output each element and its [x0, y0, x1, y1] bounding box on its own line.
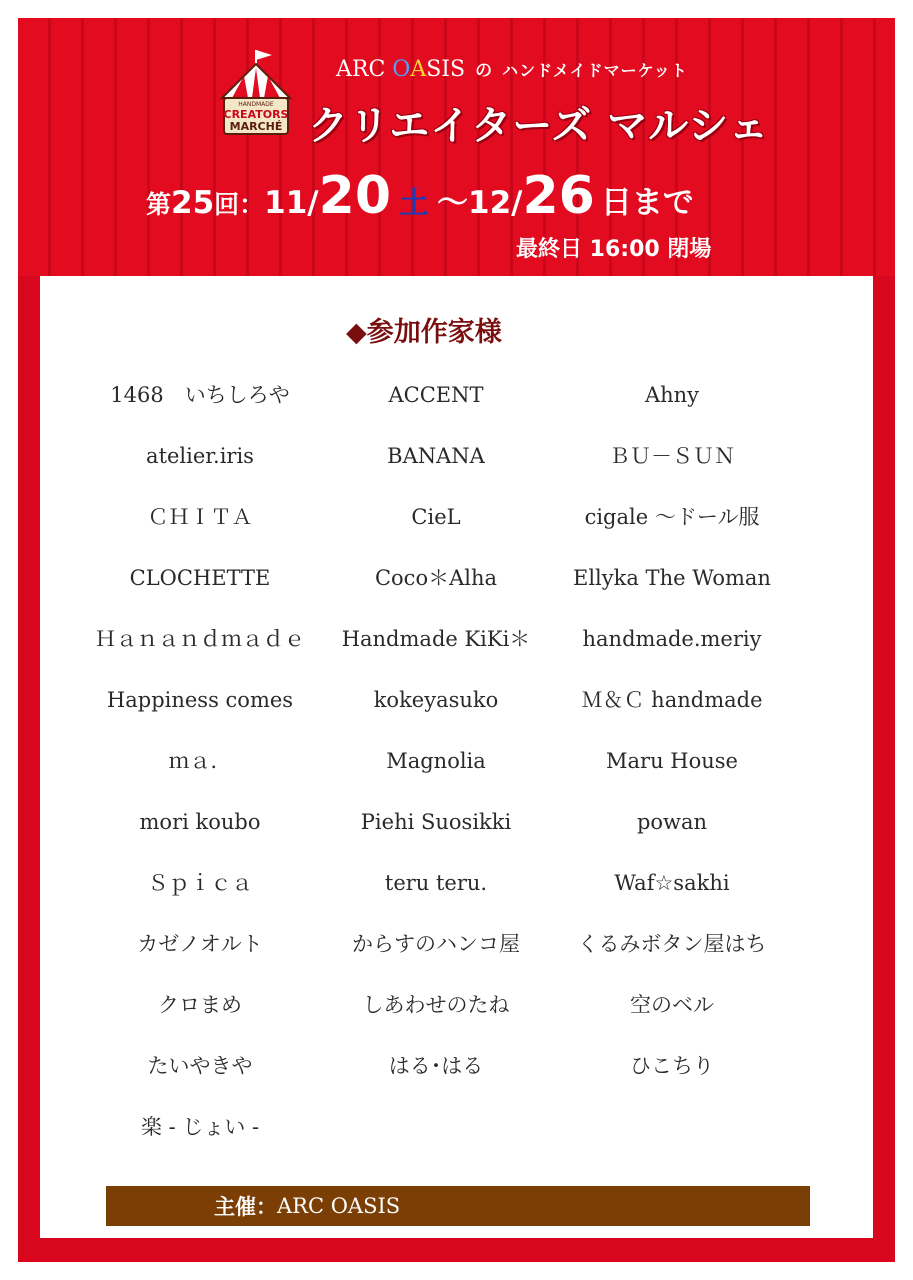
participant-name: ｍａ．: [168, 749, 232, 773]
end-day: 26: [522, 166, 595, 226]
participant-name: CLOCHETTE: [129, 566, 271, 590]
participant-name: Ellyka The Woman: [573, 566, 771, 590]
participant-name: Happiness comes: [106, 688, 294, 712]
event-title: クリエイターズ マルシェ: [308, 103, 770, 149]
participant-name: Waf☆sakhi: [614, 871, 730, 895]
participant-name: 楽 - じょい -: [140, 1115, 260, 1139]
edition-number: 25: [171, 185, 215, 221]
start-month: 11/: [264, 185, 319, 221]
brand-name: ARC OASIS: [336, 57, 466, 82]
participant-name: 1468 いちしろや: [110, 383, 290, 407]
participant-name: Maru House: [606, 749, 738, 773]
participant-name: Ahny: [644, 383, 700, 407]
participant-name: CieL: [411, 505, 461, 529]
end-month: 12/: [468, 185, 523, 221]
participant-name: からすのハンコ屋: [352, 932, 520, 956]
sub-title: [336, 56, 688, 90]
event-dates: 第 25 回： 11/ 20 土 ～ 12/ 26 日まで: [146, 166, 694, 226]
organizer-label: 主催：: [214, 1195, 277, 1219]
participant-name: cigale ～ドール服: [584, 505, 760, 529]
participant-name: mori koubo: [139, 810, 261, 834]
poster-frame: [18, 18, 895, 1262]
logo-line1: HANDMADE: [238, 101, 274, 108]
organizer-name: ARC OASIS: [277, 1194, 401, 1218]
participant-name: kokeyasuko: [373, 688, 499, 712]
participant-name: handmade.meriy: [582, 627, 762, 651]
closing-note: 最終日 16:00 閉場: [516, 237, 712, 262]
organizer-bar: [106, 1186, 810, 1226]
participants-panel: [40, 276, 873, 1238]
participant-name: 空のベル: [630, 993, 714, 1017]
participant-name: くるみボタン屋はち: [577, 932, 767, 956]
end-suffix: 日まで: [600, 185, 694, 221]
participant-name: powan: [636, 810, 708, 834]
participant-name: Ｍ＆Ｃ handmade: [581, 688, 763, 712]
participant-name: しあわせのたね: [362, 993, 510, 1017]
particle: の: [475, 61, 493, 81]
participant-name: たいやきや: [147, 1054, 253, 1078]
start-weekday: 土: [399, 186, 430, 221]
creators-marche-logo-icon: [218, 46, 294, 138]
market-label: ハンドメイドマーケット: [502, 61, 688, 80]
participant-name: ACCENT: [388, 383, 484, 407]
participant-name: クロまめ: [158, 993, 242, 1017]
start-day: 20: [318, 166, 392, 226]
participant-name: BANANA: [387, 444, 485, 468]
participant-name: ＢＵ－ＳＵＮ: [609, 444, 735, 468]
participant-name: Coco＊Alha: [374, 566, 498, 590]
participant-name: Handmade KiKi＊: [341, 627, 531, 651]
participant-name: Ｈａｎａｎｄｍａｄｅ: [95, 627, 305, 651]
logo-line3: MARCHÉ: [229, 120, 283, 133]
participant-name: Magnolia: [386, 749, 486, 773]
participant-name: Ｓｐｉｃａ: [147, 871, 253, 895]
header-banner: [18, 18, 895, 276]
participant-name: はる･はる: [388, 1054, 484, 1078]
participant-name: teru teru.: [384, 871, 488, 895]
participant-list: [82, 380, 782, 1173]
participant-name: ひこちり: [630, 1054, 714, 1078]
participant-name: Piehi Suosikki: [360, 810, 512, 834]
logo-line2: CREATORS: [223, 108, 289, 121]
participant-name: atelier.iris: [146, 444, 254, 468]
section-title: ◆参加作家様: [346, 317, 502, 348]
participant-name: ＣＨＩＴＡ: [147, 505, 253, 529]
participant-name: カゼノオルト: [137, 932, 263, 956]
